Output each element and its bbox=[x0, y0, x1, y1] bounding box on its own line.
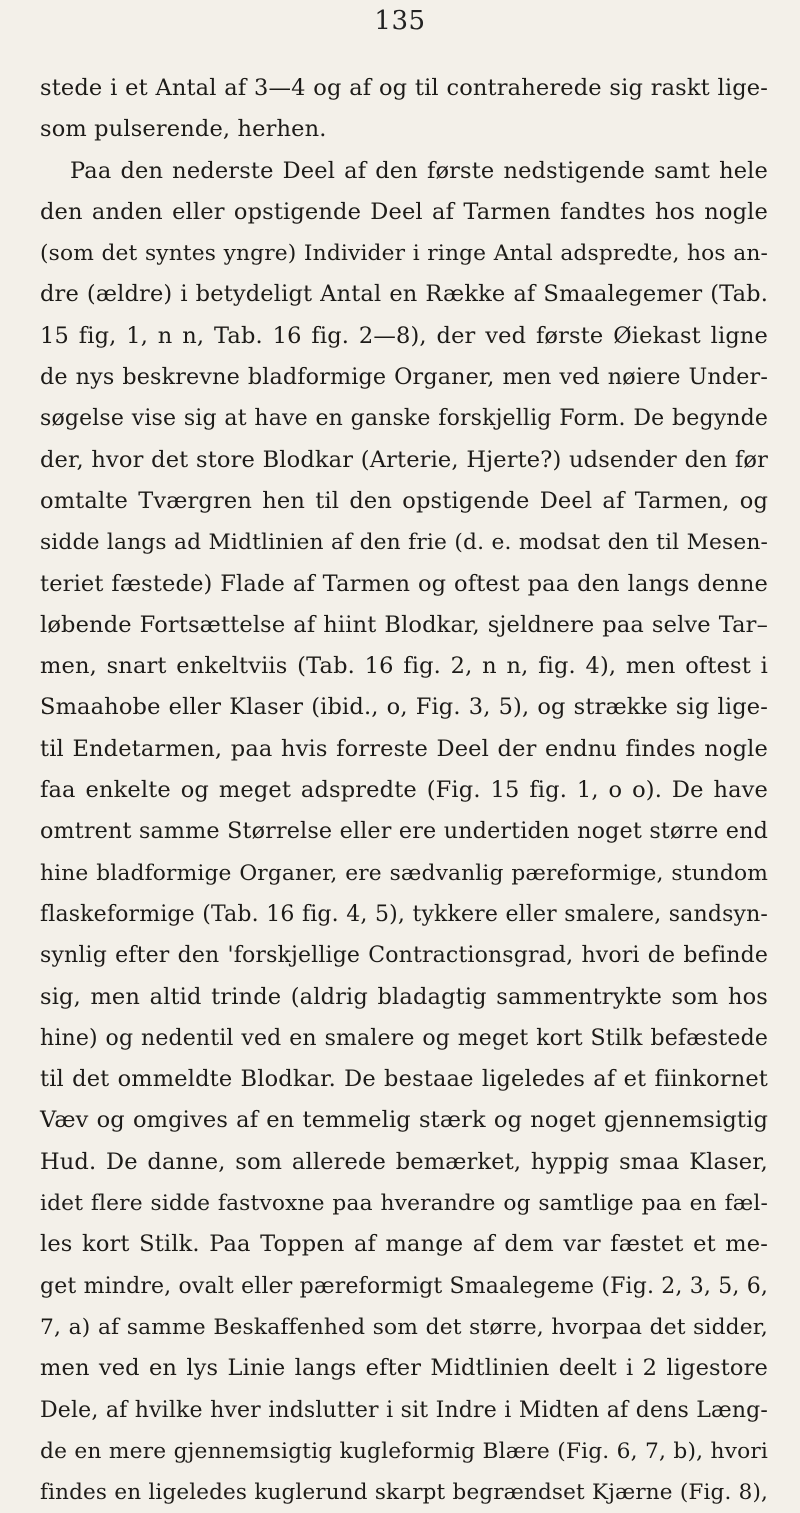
text-line: den anden eller opstigende Deel af Tarmen fandtes hos nogle bbox=[40, 198, 768, 225]
text-line: sig, men altid trinde (aldrig bladagtig sammentrykte som hos bbox=[40, 983, 768, 1010]
text-line: søgelse vise sig at have en ganske forskjellig Form. De begynde bbox=[40, 406, 768, 432]
text-line: til det ommeldte Blodkar. De bestaae ligeledes af et fiinkornet bbox=[40, 1066, 768, 1093]
text-line: hine) og nedentil ved en smalere og meget kort Stilk befæstede bbox=[40, 1025, 768, 1051]
text-line: men, snart enkeltviis (Tab. 16 fig. 2, n n, fig. 4), men oftest i bbox=[40, 653, 768, 680]
text-line: Væv og omgives af en temmelig stærk og noget gjennemsigtig bbox=[40, 1107, 768, 1134]
text-line: som pulserende, herhen. bbox=[40, 116, 327, 143]
text-line: findes en ligeledes kuglerund skarpt begrændset Kjærne (Fig. 8), bbox=[40, 1480, 768, 1506]
text-line: omtalte Tværgren hen til den opstigende Deel af Tarmen, og bbox=[40, 487, 768, 514]
text-line: Smaahobe eller Klaser (ibid., o, Fig. 3, 5), og strække sig lige- bbox=[40, 694, 768, 721]
text-line: dre (ældre) i betydeligt Antal en Række af Smaalegemer (Tab. bbox=[40, 281, 768, 308]
text-line: flaskeformige (Tab. 16 fig. 4, 5), tykkere eller smalere, sandsyn- bbox=[40, 901, 768, 927]
text-line: les kort Stilk. Paa Toppen af mange af dem var fæstet et me- bbox=[40, 1231, 768, 1258]
text-line: de en mere gjennemsigtig kugleformig Blære (Fig. 6, 7, b), hvori bbox=[40, 1438, 768, 1464]
text-line: løbende Fortsættelse af hiint Blodkar, sjeldnere paa selve Tar– bbox=[40, 611, 768, 638]
text-line: faa enkelte og meget adspredte (Fig. 15 fig. 1, o o). De have bbox=[40, 777, 768, 804]
text-line: Dele, af hvilke hver indslutter i sit Indre i Midten af dens Læng- bbox=[40, 1397, 768, 1423]
text-line: get mindre, ovalt eller pæreformigt Smaalegeme (Fig. 2, 3, 5, 6, bbox=[40, 1273, 768, 1299]
text-line: men ved en lys Linie langs efter Midtlinien deelt i 2 ligestore bbox=[40, 1355, 768, 1382]
text-line: stede i et Antal af 3—4 og af og til contraherede sig raskt lige- bbox=[40, 75, 768, 101]
text-line: der, hvor det store Blodkar (Arterie, Hjerte?) udsender den før bbox=[40, 446, 768, 473]
page-number: 135 bbox=[374, 6, 426, 36]
body-text bbox=[40, 68, 768, 1513]
text-line: 15 fig, 1, n n, Tab. 16 fig. 2—8), der ved første Øiekast ligne bbox=[40, 322, 768, 349]
text-line: 7, a) af samme Beskaffenhed som det større, hvorpaa det sidder, bbox=[40, 1314, 768, 1340]
text-line: sidde langs ad Midtlinien af den frie (d. e. modsat den til Mesen- bbox=[40, 530, 768, 556]
text-line: idet flere sidde fastvoxne paa hverandre og samtlige paa en fæl- bbox=[40, 1191, 768, 1217]
text-line: Paa den nederste Deel af den første nedstigende samt hele bbox=[70, 157, 768, 184]
text-line: teriet fæstede) Flade af Tarmen og oftest paa den langs denne bbox=[40, 570, 768, 597]
text-line: (som det syntes yngre) Individer i ringe Antal adspredte, hos an- bbox=[40, 241, 768, 267]
text-line: Hud. De danne, som allerede bemærket, hyppig smaa Klaser, bbox=[40, 1148, 768, 1175]
text-line: til Endetarmen, paa hvis forreste Deel der endnu findes nogle bbox=[40, 735, 768, 762]
text-line: synlig efter den 'forskjellige Contractionsgrad, hvori de befinde bbox=[40, 943, 768, 969]
text-line: hine bladformige Organer, ere sædvanlig pæreformige, stundom bbox=[40, 860, 768, 886]
text-line: omtrent samme Størrelse eller ere undertiden noget større end bbox=[40, 818, 768, 845]
text-line: de nys beskrevne bladformige Organer, men ved nøiere Under- bbox=[40, 364, 768, 391]
